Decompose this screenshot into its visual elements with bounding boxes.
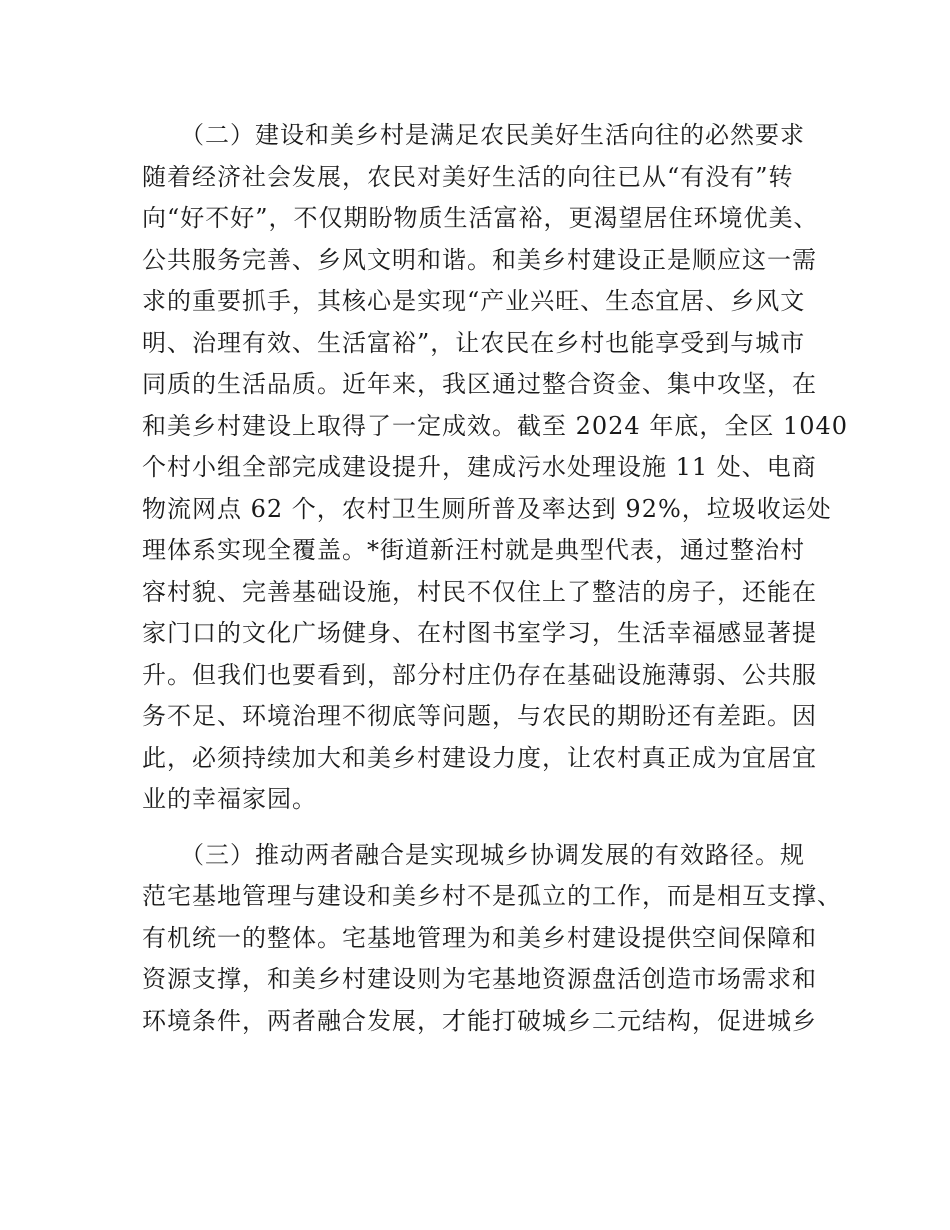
paragraph-line: 随着经济社会发展，农民对美好生活的向往已从“有没有”转 xyxy=(142,162,794,191)
paragraph-line: 个村小组全部完成建设提升，建成污水处理设施 11 处、电商 xyxy=(142,453,817,481)
paragraph-line: 容村貌、完善基础设施，村民不仅住上了整洁的房子，还能在 xyxy=(142,577,817,606)
paragraph-line: 同质的生活品质。近年来，我区通过整合资金、集中攻坚，在 xyxy=(142,370,817,398)
paragraph-line: 环境条件，两者融合发展，才能打破城乡二元结构，促进城乡 xyxy=(142,1006,817,1035)
paragraph-line: 资源支撑，和美乡村建设则为宅基地资源盘活创造市场需求和 xyxy=(142,965,817,993)
paragraph-line: 求的重要抓手，其核心是实现“产业兴旺、生态宜居、乡风文 xyxy=(142,287,806,315)
paragraph-line: 和美乡村建设上取得了一定成效。截至 2024 年底，全区 1040 xyxy=(142,411,849,440)
section-2-paragraph xyxy=(142,115,849,821)
paragraph-line: 公共服务完善、乡风文明和谐。和美乡村建设正是顺应这一需 xyxy=(142,245,817,274)
paragraph-line: 向“好不好”，不仅期盼物质生活富裕，更渴望居住环境优美、 xyxy=(142,204,819,232)
paragraph-line: （三）推动两者融合是实现城乡协调发展的有效路径。规 xyxy=(142,840,805,869)
paragraph-line: 有机统一的整体。宅基地管理为和美乡村建设提供空间保障和 xyxy=(142,923,817,952)
paragraph-line: （二）建设和美乡村是满足农民美好生活向往的必然要求 xyxy=(142,121,805,149)
paragraph-line: 业的幸福家园。 xyxy=(142,785,317,813)
section-3-paragraph xyxy=(142,835,842,1043)
document-body xyxy=(142,115,849,1042)
paragraph-line: 务不足、环境治理不彻底等问题，与农民的期盼还有差距。因 xyxy=(142,702,817,730)
paragraph-line: 理体系实现全覆盖。*街道新汪村就是典型代表，通过整治村 xyxy=(142,536,805,564)
paragraph-line: 家门口的文化广场健身、在村图书室学习，生活幸福感显著提 xyxy=(142,619,817,647)
paragraph-line: 物流网点 62 个，农村卫生厕所普及率达到 92%，垃圾收运处 xyxy=(142,494,832,523)
paragraph-line: 范宅基地管理与建设和美乡村不是孤立的工作，而是相互支撑、 xyxy=(142,882,842,910)
paragraph-line: 升。但我们也要看到，部分村庄仍存在基础设施薄弱、公共服 xyxy=(142,660,817,689)
paragraph-line: 明、治理有效、生活富裕”，让农民在乡村也能享受到与城市 xyxy=(142,328,806,357)
paragraph-spacer xyxy=(142,821,842,835)
paragraph-line: 此，必须持续加大和美乡村建设力度，让农村真正成为宜居宜 xyxy=(142,743,817,772)
